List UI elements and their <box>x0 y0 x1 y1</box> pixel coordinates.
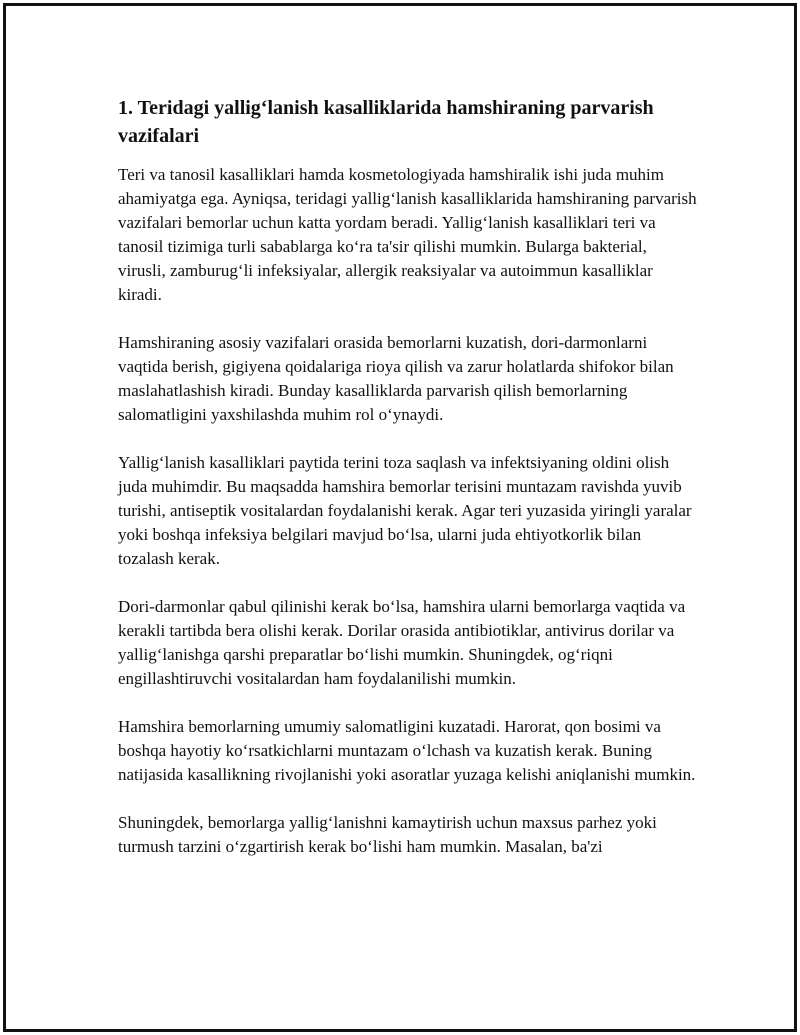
section-heading: 1. Teridagi yallig‘lanish kasalliklarida hamshiraning parvarish vazifalari <box>118 97 654 147</box>
paragraph-2: Hamshiraning asosiy vazifalari orasida bemorlarni kuzatish, dori-darmonlarni vaqtida berish, gigiyena qoidalariga rioya qilish va zarur holatlarda shifokor bilan maslahatlashish kiradi. Bunday kasalliklarda parvarish qilish bemorlarning salomatligini yaxshilashda muhim rol o‘ynaydi. <box>118 333 674 424</box>
paragraph-5: Hamshira bemorlarning umumiy salomatligini kuzatadi. Harorat, qon bosimi va boshqa hayotiy ko‘rsatkichlarni muntazam o‘lchash va kuzatish kerak. Buning natijasida kasallikning rivojlanishi yoki asoratlar yuzaga kelishi aniqlanishi mumkin. <box>118 717 696 784</box>
paragraph-4: Dori-darmonlar qabul qilinishi kerak bo‘lsa, hamshira ularni bemorlarga vaqtida va kerakli tartibda bera olishi kerak. Dorilar orasida antibiotiklar, antivirus dorilar va yallig‘lanishga qarshi preparatlar bo‘lishi mumkin. Shuningdek, og‘riqni engillashtiruvchi vositalardan ham foydalanilishi mumkin. <box>118 597 686 688</box>
paragraph-3: Yallig‘lanish kasalliklari paytida terini toza saqlash va infektsiyaning oldini olish juda muhimdir. Bu maqsadda hamshira bemorlar terisini muntazam ravishda yuvib turishi, antiseptik vositalardan foydalanishi kerak. Agar teri yuzasida yiringli yaralar yoki boshqa infeksiya belgilari mavjud bo‘lsa, ularni juda ehtiyotkorlik bilan tozalash kerak. <box>118 453 692 568</box>
document-body <box>118 94 698 883</box>
paragraph-1: Teri va tanosil kasalliklari hamda kosmetologiyada hamshiralik ishi juda muhim ahamiyatga ega. Ayniqsa, teridagi yallig‘lanish kasalliklarida hamshiraning parvarish vazifalari bemorlar uchun katta yordam beradi. Yallig‘lanish kasalliklari teri va tanosil tizimiga turli sabablarga ko‘ra ta'sir qilishi mumkin. Bularga bakterial, virusli, zamburug‘li infeksiyalar, allergik reaksiyalar va autoimmun kasalliklar kiradi. <box>118 165 697 304</box>
paragraph-6: Shuningdek, bemorlarga yallig‘lanishni kamaytirish uchun maxsus parhez yoki turmush tarzini o‘zgartirish kerak bo‘lishi ham mumkin. Masalan, ba'zi <box>118 813 657 856</box>
